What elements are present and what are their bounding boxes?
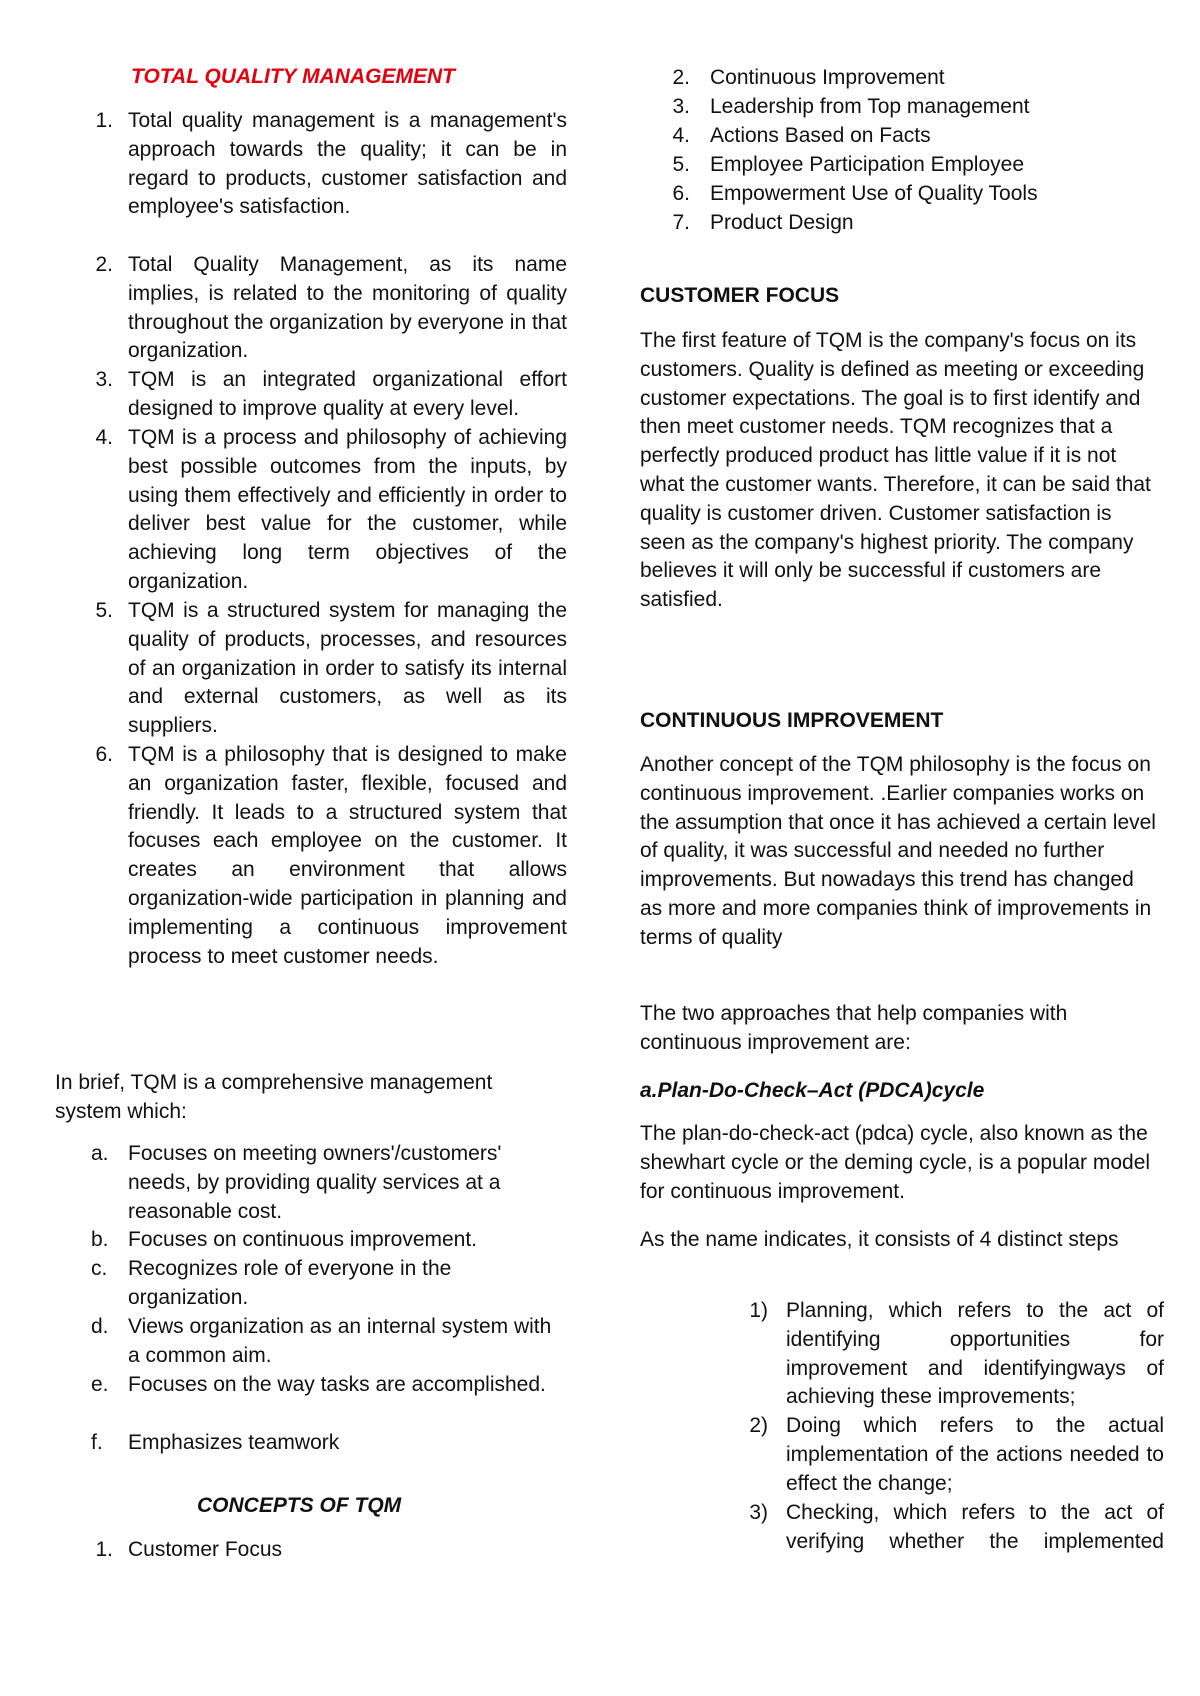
list-item-text: TQM is a philosophy that is designed to make an organization faster, flexible, focused and friendly. It leads to a structured system that focuses each employee on the customer. It creates an environment that allows organization-wide participation in planning and implementing a continuous improvement process to meet customer needs. — [128, 743, 567, 968]
list-number: 2. — [672, 66, 690, 89]
list-item-text: Emphasizes teamwork — [128, 1431, 340, 1454]
list-item-text: Continuous Improvement — [710, 66, 945, 89]
list-item-text: Total quality management is a management's approach towards the quality; it can be in regard to products, customer satisfaction and employee's satisfaction. — [128, 109, 567, 219]
list-item-text: Focuses on meeting owners'/customers' needs, by providing quality services at a reasonable cost. — [128, 1142, 502, 1223]
list-number: 1) — [749, 1299, 768, 1322]
list-item-text: Empowerment Use of Quality Tools — [710, 182, 1038, 205]
list-number: 3) — [749, 1501, 768, 1524]
list-item-text: Employee Participation Employee — [710, 153, 1024, 176]
list-item-text: TQM is a process and philosophy of achieving best possible outcomes from the inputs, by using them effectively and efficiently in order to deliver best value for the customer, while achieving long term objectives of the organization. — [128, 426, 567, 593]
list-number: 4. — [95, 426, 113, 449]
list-number: 4. — [672, 124, 690, 147]
concepts-heading: CONCEPTS OF TQM — [197, 1494, 402, 1517]
list-letter: c. — [91, 1257, 108, 1280]
list-item-text: Planning, which refers to the act of identifying opportunities for improvement and identifyingways of achieving these improvements; — [786, 1299, 1164, 1409]
list-item-text: TQM is an integrated organizational effort designed to improve quality at every level. — [128, 368, 567, 420]
list-number: 2) — [749, 1414, 768, 1437]
list-number: 6. — [672, 182, 690, 205]
list-number: 2. — [95, 253, 113, 276]
list-item-text: Doing which refers to the actual implementation of the actions needed to effect the change; — [786, 1414, 1164, 1495]
list-item-text: Actions Based on Facts — [710, 124, 931, 147]
pdca-heading: a.Plan-Do-Check–Act (PDCA)cycle — [640, 1079, 985, 1102]
customer-focus-body: The first feature of TQM is the company's focus on its customers. Quality is defined as meeting or exceeding customer expectations. The goal is to first identify and then meet customer needs. TQM recognizes that a perfectly produced product has little value if it is not what the customer wants. Therefore, it can be said that quality is customer driven. Customer satisfaction is seen as the company's highest priority. The company believes it will only be successful if customers are satisfied. — [640, 329, 1151, 612]
continuous-improvement-body: Another concept of the TQM philosophy is the focus on continuous improvement. .Earlier companies works on the assumption that once it has achieved a certain level of quality, it was successful and needed no further improvements. But nowadays this trend has changed as more and more companies think of improvements in terms of quality — [640, 753, 1156, 949]
list-letter: b. — [91, 1228, 109, 1251]
list-letter: e. — [91, 1373, 109, 1396]
list-item-text: Product Design — [710, 211, 854, 234]
pdca-steps-intro: As the name indicates, it consists of 4 distinct steps — [640, 1228, 1119, 1251]
list-item-text: Recognizes role of everyone in the organization. — [128, 1257, 452, 1309]
list-number: 3. — [95, 368, 113, 391]
brief-intro: In brief, TQM is a comprehensive management system which: — [55, 1071, 493, 1123]
list-item-text: Focuses on the way tasks are accomplished. — [128, 1373, 546, 1396]
list-number: 5. — [95, 599, 113, 622]
approaches-text: The two approaches that help companies with continuous improvement are: — [640, 1002, 1068, 1054]
list-number: 5. — [672, 153, 690, 176]
list-item-text: Customer Focus — [128, 1538, 283, 1561]
list-number: 6. — [95, 743, 113, 766]
customer-focus-heading: CUSTOMER FOCUS — [640, 284, 840, 307]
list-number: 3. — [672, 95, 690, 118]
list-item-text: TQM is a structured system for managing the quality of products, processes, and resources of an organization in order to satisfy its internal and external customers, as well as its suppliers. — [128, 599, 567, 738]
list-letter: d. — [91, 1315, 109, 1338]
list-item-text: Focuses on continuous improvement. — [128, 1228, 478, 1251]
list-item-text: Leadership from Top management — [710, 95, 1030, 118]
list-letter: a. — [91, 1142, 109, 1165]
list-number: 7. — [672, 211, 690, 234]
pdca-body: The plan-do-check-act (pdca) cycle, also known as the shewhart cycle or the deming cycle, is a popular model for continuous improvement. — [640, 1122, 1151, 1203]
continuous-improvement-heading: CONTINUOUS IMPROVEMENT — [640, 709, 944, 732]
list-item-text: Views organization as an internal system with a common aim. — [128, 1315, 552, 1367]
list-item-text: Total Quality Management, as its name implies, is related to the monitoring of quality throughout the organization by everyone in that organization. — [128, 253, 567, 363]
list-letter: f. — [91, 1431, 103, 1454]
list-number: 1. — [95, 1538, 113, 1561]
document-title: TOTAL QUALITY MANAGEMENT — [131, 65, 455, 88]
list-number: 1. — [95, 109, 113, 132]
list-item-text: Checking, which refers to the act of verifying whether the implemented — [786, 1501, 1164, 1553]
